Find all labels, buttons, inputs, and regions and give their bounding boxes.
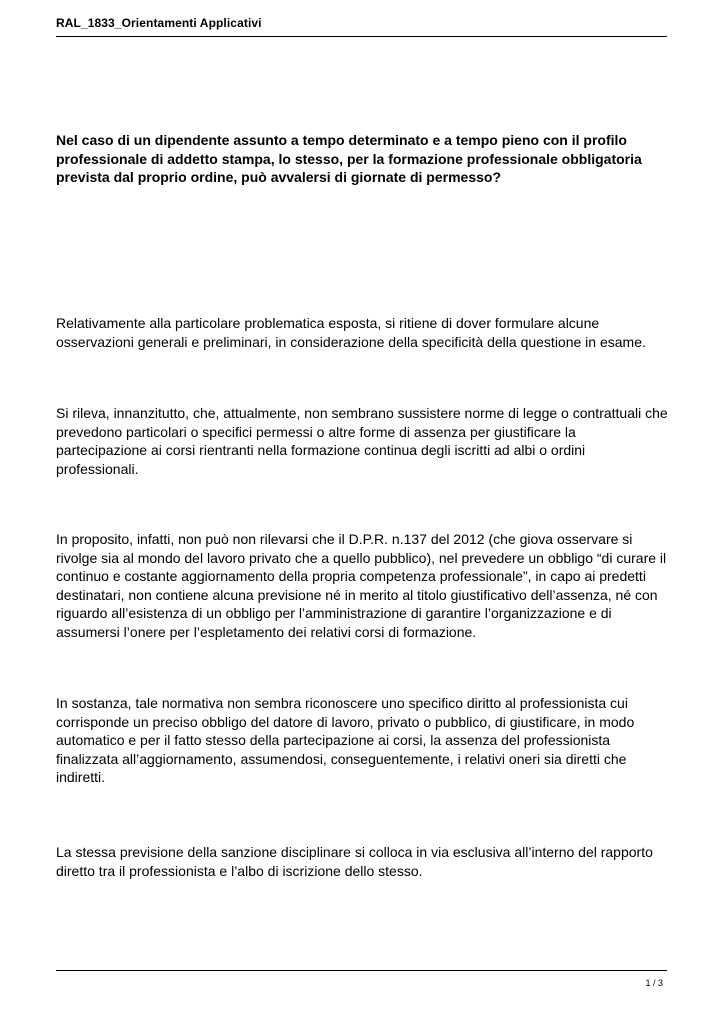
paragraph: Relativamente alla particolare problematica esposta, si ritiene di dover formulare alcune osservazioni generali e preliminari, in considerazione della specificità della questione in esame. bbox=[56, 315, 646, 350]
page-number: 1 / 3 bbox=[645, 978, 663, 988]
paragraph: In sostanza, tale normativa non sembra riconoscere uno specifico diritto al professionista cui corrisponde un preciso obbligo del datore di lavoro, privato o pubblico, di giustificare, in modo automatico e per il fatto stesso della partecipazione ai corsi, la assenza del professionista finalizzata all’aggiornamento, assumendosi, conseguentemente, i relativi oneri sia diretti che indiretti. bbox=[56, 695, 635, 785]
paragraph: Si rileva, innanzitutto, che, attualmente, non sembrano sussistere norme di legge o contrattuali che prevedono particolari o specifici permessi o altre forme di assenza per giustificare la partecipazione ai corsi rientranti nella formazione continua degli iscritti ad albi o ordini professionali. bbox=[56, 405, 668, 477]
question-text: Nel caso di un dipendente assunto a tempo determinato e a tempo pieno con il profilo professionale di addetto stampa, lo stesso, per la formazione professionale obbligatoria prevista dal proprio ordine, può avvalersi di giornate di permesso? bbox=[56, 132, 642, 185]
document-title: RAL_1833_Orientamenti Applicativi bbox=[56, 16, 262, 30]
paragraph: La stessa previsione della sanzione disciplinare si colloca in via esclusiva all’interno del rapporto diretto tra il professionista e l’albo di iscrizione dello stesso. bbox=[56, 844, 653, 879]
paragraph: In proposito, infatti, non può non rilevarsi che il D.P.R. n.137 del 2012 (che giova osservare si rivolge sia al mondo del lavoro privato che a quello pubblico), nel prevedere un obbligo “di curare il continuo e costante aggiornamento della propria competenza professionale”, in capo ai predetti destinatari, non contiene alcuna previsione né in merito al titolo giustificativo dell’assenza, né con riguardo all’esistenza di un obbligo per l’amministrazione di garantire l’organizzazione e di assumersi l’onere per l’espletamento dei relativi corsi di formazione. bbox=[56, 531, 667, 640]
page-header bbox=[56, 10, 667, 37]
page-footer bbox=[56, 970, 667, 995]
